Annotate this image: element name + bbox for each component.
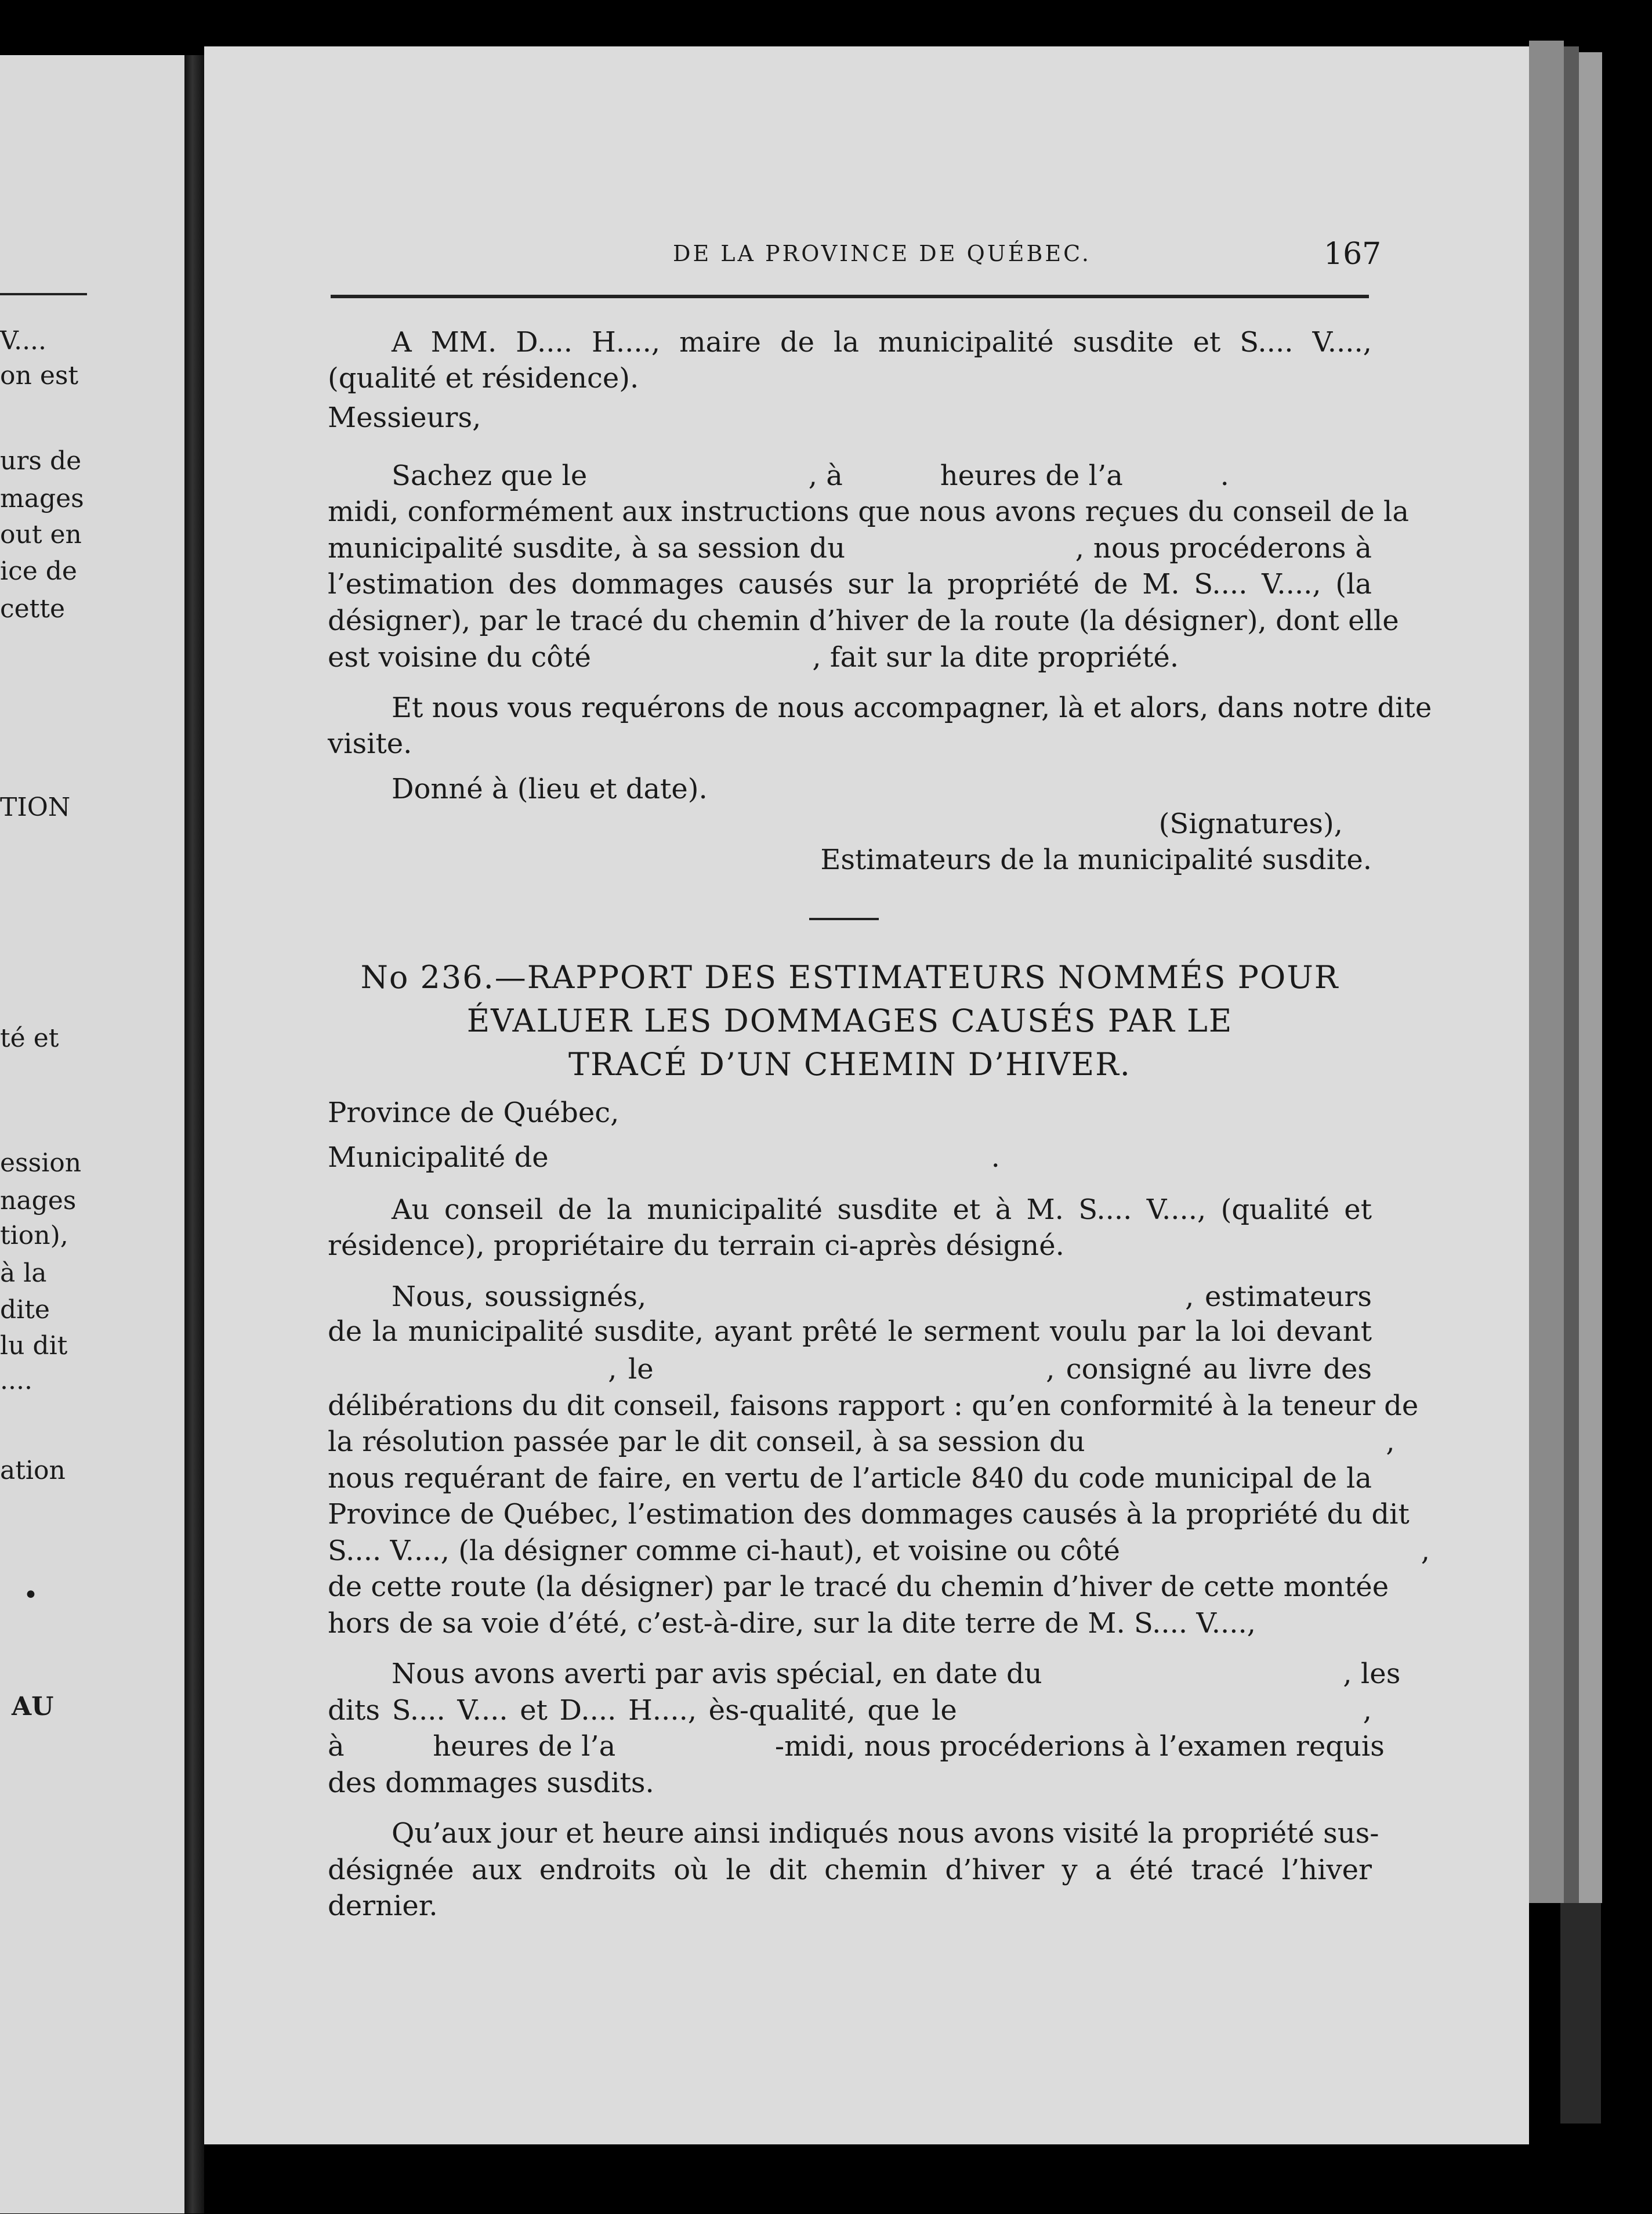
left-fragment: mages [0,484,84,513]
text-line: Donné à (lieu et date). [392,773,708,805]
left-fragment: on est [0,361,79,390]
text-line: Sachez que le , à heures de l’a . [392,460,1229,492]
left-fragment: • [23,1580,38,1610]
left-fragment: té et [0,1023,59,1053]
text-line: désigner), par le tracé du chemin d’hiver de la route (la désigner), dont elle [328,605,1399,637]
text-line: hors de sa voie d’été, c’est-à-dire, sur la dite terre de M. S.... V...., [328,1607,1256,1640]
text-line: Au conseil de la municipalité susdite et à M. S.... V...., (qualité et [392,1193,1372,1226]
text-line: nous requérant de faire, en vertu de l’article 840 du code municipal de la [328,1462,1372,1495]
left-fragment: ation [0,1456,66,1485]
left-fragment: ice de [0,556,77,586]
page-edges [1579,52,1602,1903]
book-gutter [184,55,204,2213]
section-divider [809,918,879,920]
section-heading: ÉVALUER LES DOMMAGES CAUSÉS PAR LE [466,1003,1233,1039]
left-fragment: cette [0,594,66,624]
left-fragment: V.... [0,326,47,356]
text-line: Nous avons averti par avis spécial, en date du , les [392,1658,1401,1690]
text-line: dits S.... V.... et D.... H...., ès-qualité, que le , [328,1694,1372,1727]
text-line: Et nous vous requérons de nous accompagner, là et alors, dans notre dite [392,692,1432,724]
text-line: des dommages susdits. [328,1767,654,1799]
text-line: midi, conformément aux instructions que nous avons reçues du conseil de la [328,495,1409,528]
section-heading: No 236.—RAPPORT DES ESTIMATEURS NOMMÉS POUR [360,959,1339,996]
text-line: (qualité et résidence). [328,362,639,395]
left-fragment: AU [12,1692,54,1721]
page-number: 167 [1324,237,1382,272]
left-fragment: urs de [0,446,82,476]
text-line: Messieurs, [328,401,481,434]
signature-line: Estimateurs de la municipalité susdite. [820,844,1372,876]
running-title: DE LA PROVINCE DE QUÉBEC. [673,241,1091,266]
left-fragment: TION [0,793,71,822]
text-line: Municipalité de . [328,1141,1000,1174]
left-fragment: ession [0,1148,82,1178]
section-heading: TRACÉ D’UN CHEMIN D’HIVER. [568,1046,1131,1083]
text-line: Nous, soussignés, , estimateurs [392,1280,1372,1313]
header-rule [331,295,1369,298]
left-fragment: lu dit [0,1331,68,1361]
left-fragment: .... [0,1366,32,1395]
text-line: de la municipalité susdite, ayant prêté le serment voulu par la loi devant [328,1315,1372,1348]
text-line: Province de Québec, l’estimation des dommages causés à la propriété du dit [328,1498,1410,1531]
text-line: délibérations du dit conseil, faisons rapport : qu’en conformité à la teneur de [328,1390,1419,1422]
left-page-rule [0,293,87,295]
text-line: S.... V...., (la désigner comme ci-haut), et voisine ou côté , [328,1535,1430,1567]
text-line: la résolution passée par le dit conseil, à sa session du , [328,1426,1395,1458]
page-edges [1560,1903,1601,2123]
text-line: est voisine du côté , fait sur la dite propriété. [328,641,1179,674]
text-line: municipalité susdite, à sa session du , nous procéderons à [328,532,1372,565]
text-line: , le , consigné au livre des [328,1353,1372,1385]
left-fragment: dite [0,1295,50,1325]
signature-line: (Signatures), [1158,808,1343,840]
text-line: résidence), propriétaire du terrain ci-après désigné. [328,1229,1064,1262]
text-line: l’estimation des dommages causés sur la propriété de M. S.... V...., (la [328,568,1372,600]
left-fragment: tion), [0,1221,68,1250]
text-line: visite. [328,728,412,760]
text-line: à heures de l’a -midi, nous procéderions à l’examen requis [328,1730,1385,1763]
text-line: A MM. D.... H...., maire de la municipalité susdite et S.... V...., [392,326,1372,359]
page-edges [1529,41,1564,1903]
text-line: dernier. [328,1890,438,1922]
left-fragment: out en [0,520,82,549]
text-line: désignée aux endroits où le dit chemin d’hiver y a été tracé l’hiver [328,1854,1372,1886]
left-fragment: à la [0,1258,47,1288]
text-line: Province de Québec, [328,1097,620,1129]
text-line: de cette route (la désigner) par le tracé du chemin d’hiver de cette montée [328,1571,1389,1603]
text-line: Qu’aux jour et heure ainsi indiqués nous avons visité la propriété sus- [392,1817,1379,1850]
left-fragment: nages [0,1186,77,1215]
page-edges [1564,46,1579,1903]
